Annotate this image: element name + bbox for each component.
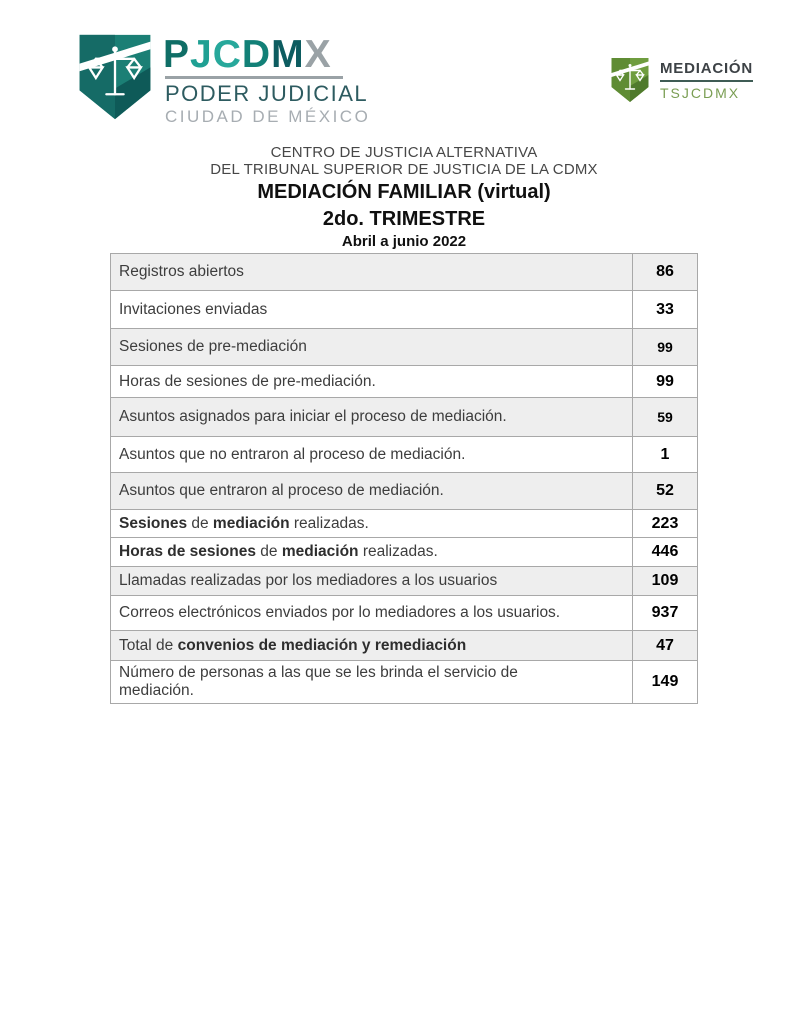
table-row: [111, 596, 698, 631]
row-value: 109: [633, 567, 698, 596]
row-value: 59: [633, 398, 698, 437]
row-value: 47: [633, 631, 698, 661]
row-label: Registros abiertos: [111, 254, 633, 291]
report-date-range: Abril a junio 2022: [341, 233, 467, 250]
table-row: [111, 631, 698, 661]
table-row: [111, 366, 698, 398]
mediacion-label: MEDIACIÓN: [660, 60, 753, 82]
row-label: Llamadas realizadas por los mediadores a los usuarios: [111, 567, 633, 596]
row-label: Asuntos que entraron al proceso de mediación.: [111, 473, 633, 510]
row-label: Asuntos asignados para iniciar el proceso de mediación.: [111, 398, 633, 437]
pjcdmx-logo-text: [163, 33, 370, 127]
table-row: [111, 329, 698, 366]
row-value: 149: [633, 661, 698, 704]
row-label: Número de personas a las que se les brinda el servicio de mediación.: [111, 661, 633, 704]
table-row: [111, 398, 698, 437]
row-label: Sesiones de pre-mediación: [111, 329, 633, 366]
tsjcdmx-label: TSJCDMX: [660, 84, 741, 101]
row-value: 1: [633, 437, 698, 473]
poder-judicial-label: PODER JUDICIAL: [165, 81, 369, 106]
row-label: Sesiones de mediación realizadas.: [111, 510, 633, 538]
row-label: Invitaciones enviadas: [111, 291, 633, 329]
report-title: MEDIACIÓN FAMILIAR (virtual): [257, 181, 551, 203]
row-value: 86: [633, 254, 698, 291]
row-label: Asuntos que no entraron al proceso de mediación.: [111, 437, 633, 473]
logo-divider: [165, 76, 343, 79]
table-row: [111, 538, 698, 567]
row-label: Total de convenios de mediación y remediación: [111, 631, 633, 661]
row-label: Horas de sesiones de mediación realizadas.: [111, 538, 633, 567]
title-block: [110, 144, 698, 251]
pjcdmx-wordmark: [163, 35, 370, 75]
table-row: [111, 291, 698, 329]
row-value: 99: [633, 329, 698, 366]
table-row: [111, 473, 698, 510]
table-row: [111, 510, 698, 538]
wordmark-letter: D: [241, 33, 272, 76]
row-label: Correos electrónicos enviados por lo mediadores a los usuarios.: [111, 596, 633, 631]
wordmark-letter: C: [212, 33, 242, 76]
org-title-line1: CENTRO DE JUSTICIA ALTERNATIVA: [270, 144, 538, 161]
row-value: 33: [633, 291, 698, 329]
wordmark-letter: M: [271, 33, 305, 76]
table-row: [111, 661, 698, 704]
table-row: [111, 254, 698, 291]
mediacion-logo: [610, 52, 753, 108]
row-value: 223: [633, 510, 698, 538]
table-row: [111, 567, 698, 596]
org-title-line2: DEL TRIBUNAL SUPERIOR DE JUSTICIA DE LA CDMX: [210, 161, 598, 178]
row-label: Horas de sesiones de pre-mediación.: [111, 366, 633, 398]
row-value: 99: [633, 366, 698, 398]
pjcdmx-logo: [76, 33, 370, 127]
statistics-table: [110, 253, 698, 704]
ciudad-de-mexico-label: CIUDAD DE MÉXICO: [165, 107, 371, 126]
row-value: 937: [633, 596, 698, 631]
wordmark-letter: J: [190, 33, 213, 76]
table-row: [111, 437, 698, 473]
report-period: 2do. TRIMESTRE: [322, 208, 486, 230]
row-value: 52: [633, 473, 698, 510]
mediacion-logo-text: [660, 60, 753, 101]
mediacion-shield-icon: [610, 52, 650, 108]
row-value: 446: [633, 538, 698, 567]
wordmark-letter: P: [163, 33, 191, 76]
wordmark-letter: X: [304, 33, 332, 76]
justice-scales-shield-icon: [76, 33, 154, 121]
